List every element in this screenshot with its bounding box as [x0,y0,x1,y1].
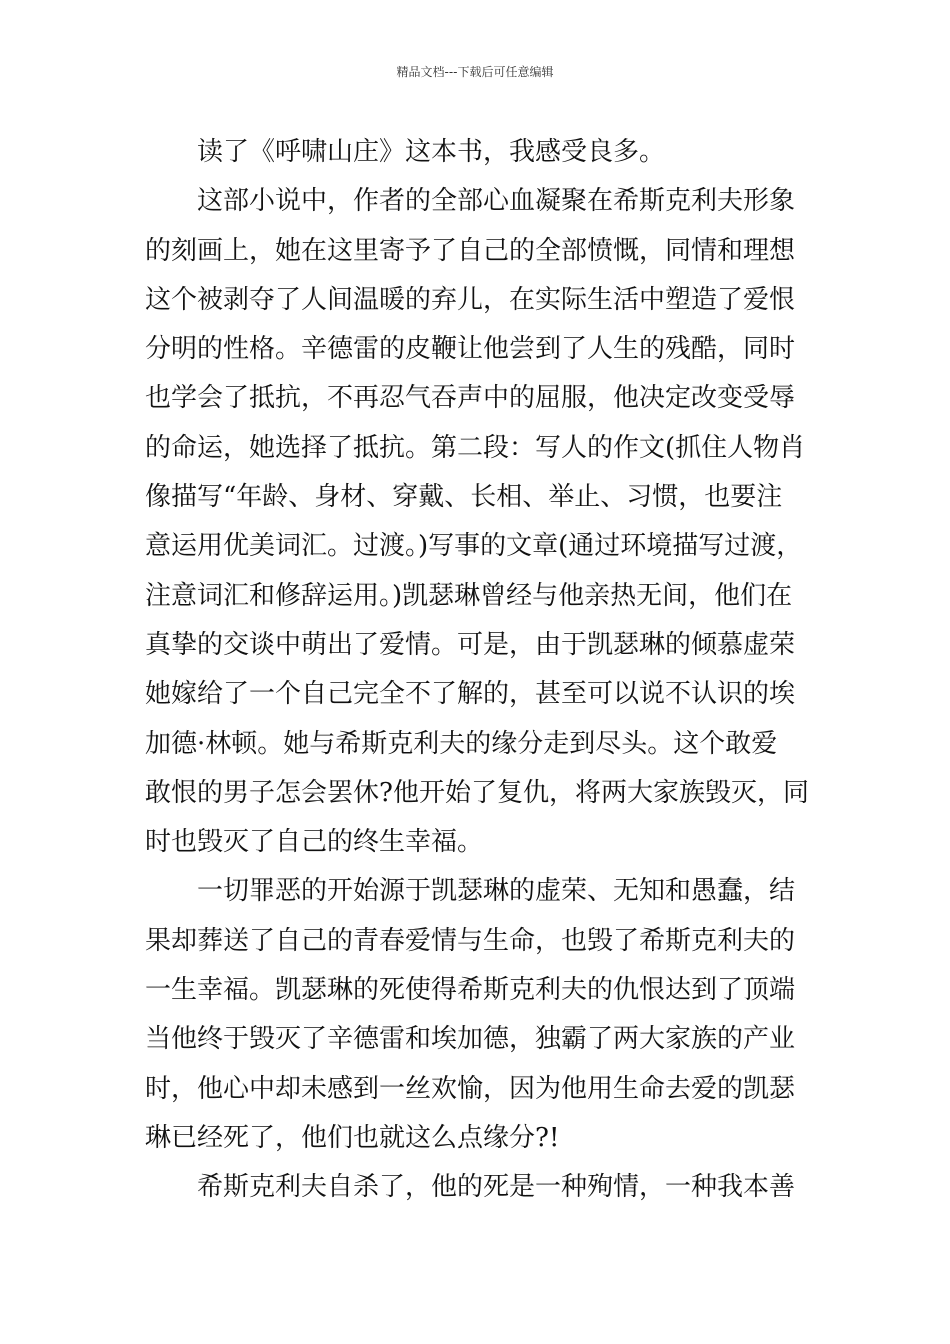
paragraph-line: 琳已经死了，他们也就这么点缘分?! [145,1122,560,1153]
paragraph-line: 敢恨的男子怎会罢休?他开始了复仇，将两大家族毁灭，同 [145,777,809,808]
paragraph-line: 分明的性格。辛德雷的皮鞭让他尝到了人生的残酷，同时 [145,334,796,365]
paragraph-line: 果却葬送了自己的青春爱情与生命，也毁了希斯克利夫的 [145,925,796,956]
paragraph-line: 真挚的交谈中萌出了爱情。可是，由于凯瑟琳的倾慕虚荣 [145,629,796,660]
paragraph-line: 意运用优美词汇。过渡。)写事的文章(通过环境描写过渡， [145,531,803,562]
paragraph-line: 的刻画上，她在这里寄予了自己的全部愤慨，同情和理想 [145,235,796,266]
paragraph-line: 一切罪恶的开始源于凯瑟琳的虚荣、无知和愚蠢，结 [197,876,796,907]
paragraph-line: 这部小说中，作者的全部心血凝聚在希斯克利夫形象 [197,186,796,217]
paragraph-line: 也学会了抵抗，不再忍气吞声中的屈服，他决定改变受辱 [145,383,796,414]
paragraph-line: 这个被剥夺了人间温暖的弃儿，在实际生活中塑造了爱恨 [145,284,796,315]
paragraph-line: 一生幸福。凯瑟琳的死使得希斯克利夫的仇恨达到了顶端 [145,975,796,1006]
body-text [145,128,815,1213]
paragraph-line: 读了《呼啸山庄》这本书，我感受良多。 [197,137,666,167]
paragraph-line: 希斯克利夫自杀了，他的死是一种殉情，一种我本善 [197,1172,796,1203]
paragraph-line: 加德·林顿。她与希斯克利夫的缘分走到尽头。这个敢爱 [145,728,778,759]
paragraph-line: 像描写“年龄、身材、穿戴、长相、举止、习惯，也要注 [145,482,783,513]
paragraph-line: 时也毁灭了自己的终生幸福。 [145,827,484,858]
paragraph-line: 时，他心中却未感到一丝欢愉，因为他用生命去爱的凯瑟 [145,1073,796,1104]
paragraph-line: 她嫁给了一个自己完全不了解的，甚至可以说不认识的埃 [145,679,796,710]
paragraph-line: 注意词汇和修辞运用。)凯瑟琳曾经与他亲热无间，他们在 [145,580,793,611]
page-header: 精品文档---下载后可任意编辑 [396,65,554,79]
paragraph-line: 的命运，她选择了抵抗。第二段：写人的作文(抓住人物肖 [145,432,806,463]
paragraph-line: 当他终于毁灭了辛德雷和埃加德，独霸了两大家族的产业 [145,1024,796,1055]
